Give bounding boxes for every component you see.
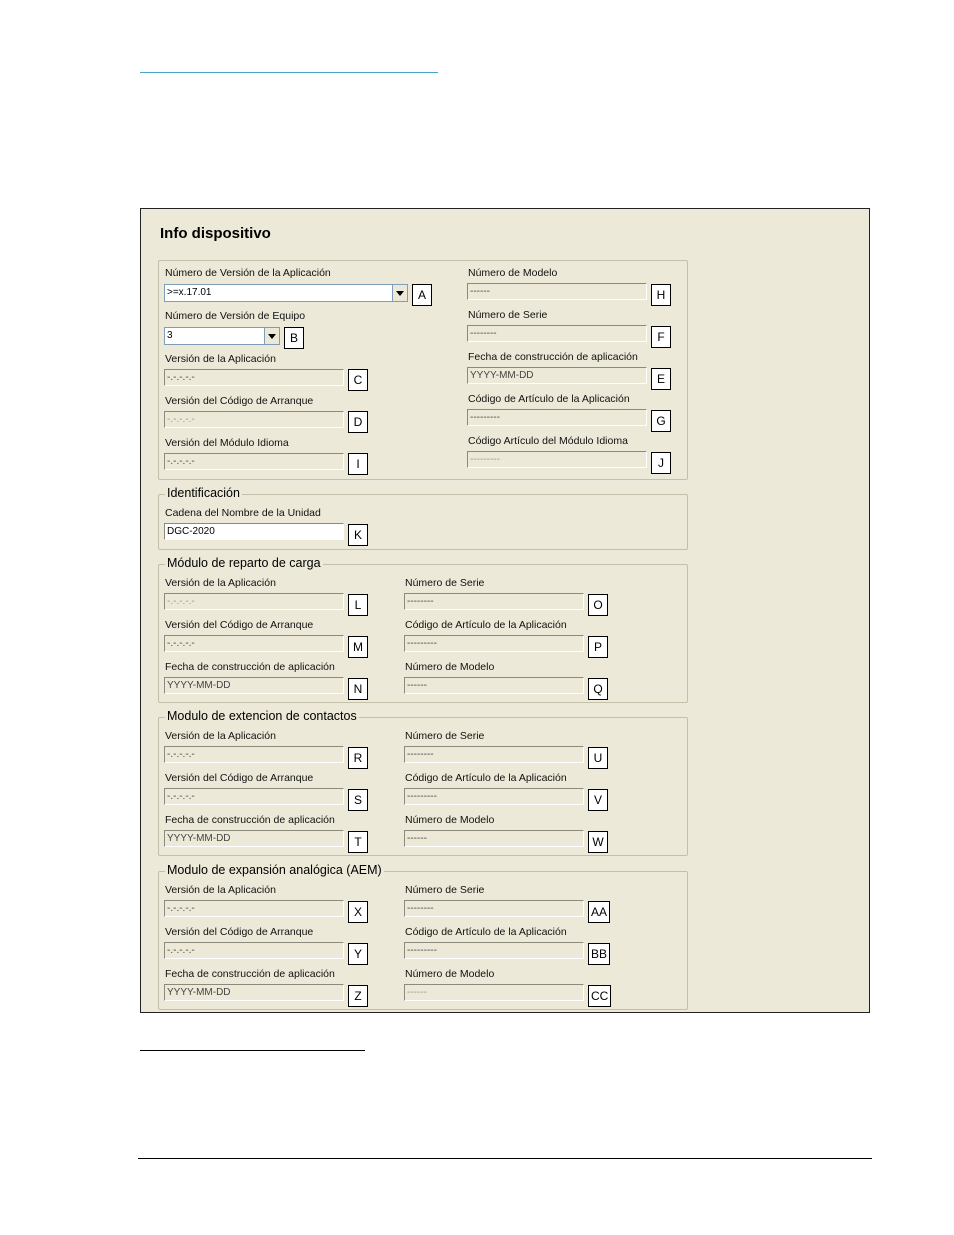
callout-tag: F (651, 326, 671, 348)
build-label: Fecha de construcción de aplicación (165, 814, 335, 826)
callout-tag: D (348, 411, 368, 433)
serial-label: Número de Serie (468, 309, 548, 321)
model-label: Número de Modelo (405, 968, 495, 980)
callout-tag: U (588, 747, 608, 769)
callout-tag: N (348, 678, 368, 700)
app-ver-label: Versión de la Aplicación (165, 884, 276, 896)
serial-label: Número de Serie (405, 884, 485, 896)
boot-field[interactable]: -.-.-.-.- (164, 635, 344, 652)
callout-tag: B (284, 327, 304, 349)
callout-tag: M (348, 636, 368, 658)
load-share-module-group (158, 556, 688, 703)
app-ver-label: Versión de la Aplicación (165, 730, 276, 742)
model-label: Número de Modelo (405, 814, 495, 826)
app-version-number-label: Número de Versión de la Aplicación (165, 267, 331, 279)
serial-field[interactable]: -------- (404, 900, 584, 917)
model-field[interactable]: ------ (404, 984, 584, 1001)
build-label: Fecha de construcción de aplicación (165, 661, 335, 673)
callout-tag: H (651, 284, 671, 306)
callout-tag: W (588, 831, 608, 853)
boot-field[interactable]: -.-.-.-.- (164, 942, 344, 959)
dropdown-button[interactable] (392, 285, 407, 301)
panel-title: Info dispositivo (160, 225, 271, 242)
app-ver-label: Versión de la Aplicación (165, 577, 276, 589)
article-label: Código de Artículo de la Aplicación (405, 772, 567, 784)
unit-name-label: Cadena del Nombre de la Unidad (165, 507, 321, 519)
lang-label: Versión del Módulo Idioma (165, 437, 289, 449)
device-info-panel (140, 208, 870, 1013)
callout-tag: AA (588, 901, 610, 923)
boot-label: Versión del Código de Arranque (165, 395, 314, 407)
group-title: Identificación (167, 486, 240, 500)
app-version-number-select[interactable] (164, 284, 408, 302)
dropdown-button[interactable] (264, 328, 279, 344)
callout-tag: CC (588, 985, 611, 1007)
lang-article-field[interactable]: --------- (467, 451, 647, 468)
serial-field[interactable]: -------- (404, 593, 584, 610)
model-label: Número de Modelo (468, 267, 558, 279)
callout-tag: BB (588, 943, 610, 965)
app-version-number-value: >=x.17.01 (167, 287, 212, 298)
model-field[interactable]: ------ (404, 830, 584, 847)
contact-expansion-module-group (158, 709, 688, 856)
article-field[interactable]: --------- (467, 409, 647, 426)
build-field[interactable]: YYYY-MM-DD (164, 830, 344, 847)
callout-tag: Z (348, 985, 368, 1007)
article-field[interactable]: --------- (404, 635, 584, 652)
footer-rule (138, 1158, 872, 1159)
analog-expansion-module-group (158, 863, 688, 1010)
callout-tag: P (588, 636, 608, 658)
lang-field[interactable]: -.-.-.-.- (164, 453, 344, 470)
equip-version-label: Número de Versión de Equipo (165, 310, 306, 322)
serial-label: Número de Serie (405, 730, 485, 742)
chevron-down-icon (268, 334, 276, 339)
model-field[interactable]: ------ (467, 283, 647, 300)
callout-tag: J (651, 452, 671, 474)
callout-tag: K (348, 524, 368, 546)
build-field[interactable]: YYYY-MM-DD (164, 984, 344, 1001)
boot-label: Versión del Código de Arranque (165, 926, 314, 938)
device-info-group (158, 260, 688, 480)
callout-tag: E (651, 368, 671, 390)
app-ver-field[interactable]: -.-.-.-.- (164, 746, 344, 763)
build-field[interactable]: YYYY-MM-DD (164, 677, 344, 694)
callout-tag: T (348, 831, 368, 853)
unit-name-input[interactable]: DGC-2020 (164, 523, 344, 540)
callout-tag: V (588, 789, 608, 811)
article-label: Código de Artículo de la Aplicación (405, 619, 567, 631)
build-field[interactable]: YYYY-MM-DD (467, 367, 647, 384)
footnote-rule (140, 1050, 365, 1051)
group-title: Módulo de reparto de carga (167, 556, 321, 570)
model-label: Número de Modelo (405, 661, 495, 673)
callout-tag: C (348, 369, 368, 391)
boot-field[interactable]: -.-.-.-.- (164, 411, 344, 428)
callout-tag: R (348, 747, 368, 769)
article-field[interactable]: --------- (404, 788, 584, 805)
callout-tag: X (348, 901, 368, 923)
article-field[interactable]: --------- (404, 942, 584, 959)
article-label: Código de Artículo de la Aplicación (468, 393, 630, 405)
app-ver-field[interactable]: -.-.-.-.- (164, 900, 344, 917)
serial-label: Número de Serie (405, 577, 485, 589)
equip-version-select[interactable] (164, 327, 280, 345)
app-ver-field[interactable]: -.-.-.-.- (164, 593, 344, 610)
app-ver-label: Versión de la Aplicación (165, 353, 276, 365)
lang-article-label: Código Artículo del Módulo Idioma (468, 435, 628, 447)
callout-tag: G (651, 410, 671, 432)
model-field[interactable]: ------ (404, 677, 584, 694)
equip-version-value: 3 (167, 330, 173, 341)
identification-group (158, 486, 688, 550)
build-label: Fecha de construcción de aplicación (468, 351, 638, 363)
callout-tag: O (588, 594, 608, 616)
boot-label: Versión del Código de Arranque (165, 772, 314, 784)
callout-tag: L (348, 594, 368, 616)
group-title: Modulo de extencion de contactos (167, 709, 357, 723)
header-rule (140, 72, 438, 73)
callout-tag: Y (348, 943, 368, 965)
serial-field[interactable]: -------- (404, 746, 584, 763)
serial-field[interactable]: -------- (467, 325, 647, 342)
article-label: Código de Artículo de la Aplicación (405, 926, 567, 938)
callout-tag: A (412, 284, 432, 306)
callout-tag: I (348, 453, 368, 475)
group-title: Modulo de expansión analógica (AEM) (167, 863, 382, 877)
boot-label: Versión del Código de Arranque (165, 619, 314, 631)
chevron-down-icon (396, 291, 404, 296)
callout-tag: Q (588, 678, 608, 700)
app-ver-field[interactable]: -.-.-.-.- (164, 369, 344, 386)
callout-tag: S (348, 789, 368, 811)
boot-field[interactable]: -.-.-.-.- (164, 788, 344, 805)
build-label: Fecha de construcción de aplicación (165, 968, 335, 980)
